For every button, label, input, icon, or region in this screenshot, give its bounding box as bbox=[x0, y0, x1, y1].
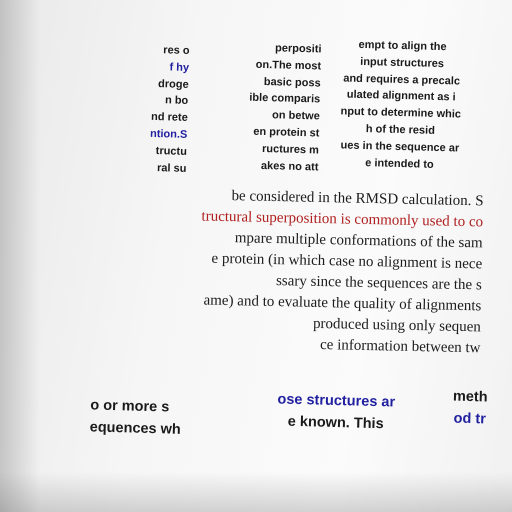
text-column-2 bbox=[206, 39, 321, 176]
text-line: be considered in the RMSD calculation. S bbox=[231, 188, 484, 210]
text-line: ues in the sequence ar bbox=[340, 139, 460, 155]
text-line: tructural superposition is commonly used to co bbox=[201, 208, 484, 231]
text-column-3 bbox=[324, 36, 477, 174]
text-line: meth bbox=[452, 388, 488, 406]
text-line: ible comparis bbox=[249, 92, 321, 106]
paragraph-serif bbox=[158, 185, 483, 360]
text-line: ructures m bbox=[261, 142, 320, 157]
text-line: ral su bbox=[156, 161, 187, 175]
bottom-text-left bbox=[89, 394, 210, 441]
page-shadow bbox=[0, 0, 40, 512]
text-line: f hy bbox=[169, 61, 190, 74]
text-line: ntion.S bbox=[149, 127, 188, 141]
text-line: res o bbox=[163, 44, 190, 57]
text-line: akes no att bbox=[260, 159, 319, 174]
text-line: input structures bbox=[360, 55, 445, 70]
text-line: tructu bbox=[155, 144, 188, 158]
bottom-text-middle bbox=[265, 388, 406, 436]
text-line: o or more s bbox=[90, 397, 170, 416]
text-line: ame) and to evaluate the quality of alignments bbox=[203, 292, 482, 315]
text-line: basic poss bbox=[263, 75, 321, 90]
text-column-1 bbox=[118, 41, 189, 177]
text-line: nput to determine whic bbox=[340, 105, 462, 121]
text-line: e protein (in which case no alignment is nece bbox=[211, 250, 483, 273]
text-line: on betwe bbox=[271, 109, 320, 123]
text-line: equences wh bbox=[89, 419, 181, 438]
text-line: ce information between tw bbox=[319, 336, 481, 357]
text-line: od tr bbox=[453, 410, 487, 428]
text-line: and requires a precalc bbox=[343, 72, 461, 88]
text-line: nd rete bbox=[150, 111, 188, 125]
text-line: h of the resid bbox=[365, 123, 436, 137]
text-line: e known. This bbox=[287, 413, 384, 433]
text-line: mpare multiple conformations of the sam bbox=[234, 230, 483, 252]
text-line: e intended to bbox=[365, 156, 434, 171]
text-line: ulated alignment as i bbox=[346, 88, 456, 104]
page-shadow bbox=[0, 472, 512, 512]
text-line: en protein st bbox=[253, 125, 320, 140]
text-line: ose structures ar bbox=[277, 391, 396, 411]
text-line: n bo bbox=[164, 94, 189, 108]
text-line: ssary since the sequences are the s bbox=[275, 273, 482, 294]
text-line: empt to align the bbox=[358, 38, 447, 54]
text-line: on.The most bbox=[255, 58, 322, 73]
text-line: perpositi bbox=[274, 42, 322, 56]
text-line: droge bbox=[157, 77, 189, 91]
bottom-text-right bbox=[439, 385, 500, 431]
text-line: produced using only sequen bbox=[312, 315, 482, 336]
